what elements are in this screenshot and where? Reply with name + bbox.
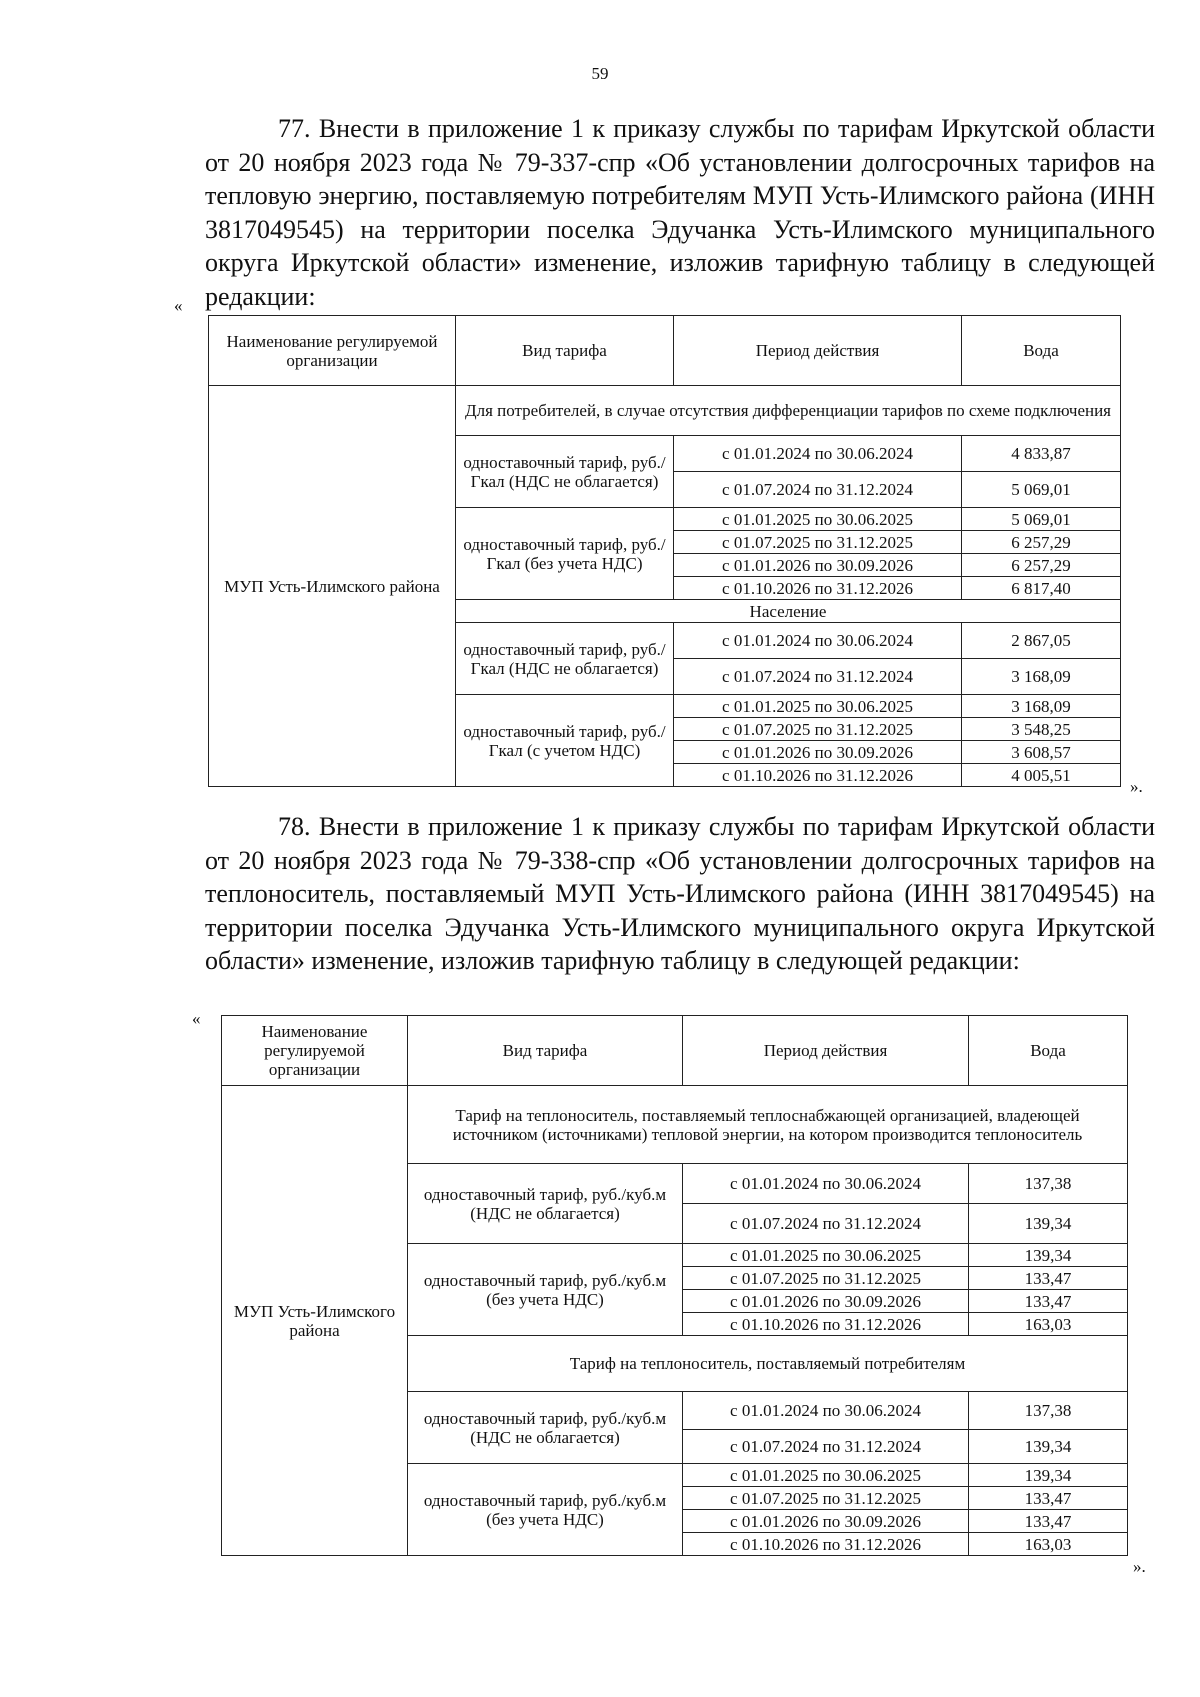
header-tariff-type: Вид тарифа (408, 1016, 683, 1086)
value-cell: 133,47 (969, 1290, 1128, 1313)
value-cell: 133,47 (969, 1267, 1128, 1290)
table-77-open-quote: « (174, 296, 183, 315)
period-cell: с 01.01.2026 по 30.09.2026 (683, 1290, 969, 1313)
value-cell: 163,03 (969, 1533, 1128, 1556)
period-cell: с 01.01.2024 по 30.06.2024 (683, 1392, 969, 1430)
value-cell: 139,34 (969, 1464, 1128, 1487)
value-cell: 3 168,09 (962, 659, 1121, 695)
period-cell: с 01.10.2026 по 31.12.2026 (674, 577, 962, 600)
period-cell: с 01.01.2024 по 30.06.2024 (674, 436, 962, 472)
period-cell: с 01.07.2024 по 31.12.2024 (674, 472, 962, 508)
header-organization: Наименование регулируемой организации (209, 316, 456, 386)
tariff-type-cell: одноставочный тариф, руб./Гкал (НДС не облагается) (456, 436, 674, 508)
value-cell: 3 168,09 (962, 695, 1121, 718)
header-water: Вода (969, 1016, 1128, 1086)
section-77-text: 77. Внести в приложение 1 к приказу службы по тарифам Иркутской области от 20 ноября 2023 года № 79-337-спр «Об установлении долгосрочных тарифов на тепловую энергию, поставляемую потребителям МУП Усть-Илимского района (ИНН 3817049545) на территории поселка Эдучанка Усть-Илимского муниципального округа Иркутской области» изменение, изложив тарифную таблицу в следующей редакции: (205, 114, 1155, 311)
table-78-close-quote: ». (1133, 1557, 1146, 1576)
period-cell: с 01.07.2025 по 31.12.2025 (683, 1267, 969, 1290)
period-cell: с 01.07.2024 по 31.12.2024 (683, 1430, 969, 1464)
tariff-type-cell: одноставочный тариф, руб./Гкал (НДС не облагается) (456, 623, 674, 695)
period-cell: с 01.01.2026 по 30.09.2026 (683, 1510, 969, 1533)
tariff-table-77 (208, 315, 1121, 787)
value-cell: 3 548,25 (962, 718, 1121, 741)
period-cell: с 01.01.2025 по 30.06.2025 (683, 1244, 969, 1267)
tariff-type-cell: одноставочный тариф, руб./куб.м (НДС не облагается) (408, 1392, 683, 1464)
period-cell: с 01.01.2026 по 30.09.2026 (674, 741, 962, 764)
period-cell: с 01.01.2024 по 30.06.2024 (674, 623, 962, 659)
period-cell: с 01.07.2025 по 31.12.2025 (674, 718, 962, 741)
header-water: Вода (962, 316, 1121, 386)
header-organization: Наименование регулируемой организации (222, 1016, 408, 1086)
period-cell: с 01.01.2026 по 30.09.2026 (674, 554, 962, 577)
group-title: Для потребителей, в случае отсутствия дифференциации тарифов по схеме подключения (456, 386, 1121, 436)
value-cell: 4 005,51 (962, 764, 1121, 787)
value-cell: 137,38 (969, 1392, 1128, 1430)
period-cell: с 01.01.2024 по 30.06.2024 (683, 1164, 969, 1204)
period-cell: с 01.01.2025 по 30.06.2025 (674, 695, 962, 718)
value-cell: 163,03 (969, 1313, 1128, 1336)
value-cell: 139,34 (969, 1244, 1128, 1267)
value-cell: 137,38 (969, 1164, 1128, 1204)
tariff-type-cell: одноставочный тариф, руб./куб.м (НДС не облагается) (408, 1164, 683, 1244)
section-78-paragraph (205, 810, 1155, 978)
period-cell: с 01.07.2024 по 31.12.2024 (674, 659, 962, 695)
value-cell: 139,34 (969, 1430, 1128, 1464)
value-cell: 139,34 (969, 1204, 1128, 1244)
section-77-paragraph (205, 112, 1155, 313)
header-period: Период действия (674, 316, 962, 386)
header-tariff-type: Вид тарифа (456, 316, 674, 386)
tariff-type-cell: одноставочный тариф, руб./куб.м (без учета НДС) (408, 1244, 683, 1336)
organization-cell: МУП Усть-Илимского района (222, 1086, 408, 1556)
value-cell: 6 257,29 (962, 531, 1121, 554)
period-cell: с 01.07.2025 по 31.12.2025 (683, 1487, 969, 1510)
group-title: Тариф на теплоноситель, поставляемый теплоснабжающей организацией, владеющей источником (источниками) тепловой энергии, на котором производится теплоноситель (408, 1086, 1128, 1164)
value-cell: 133,47 (969, 1510, 1128, 1533)
value-cell: 133,47 (969, 1487, 1128, 1510)
value-cell: 5 069,01 (962, 472, 1121, 508)
value-cell: 4 833,87 (962, 436, 1121, 472)
value-cell: 6 817,40 (962, 577, 1121, 600)
value-cell: 2 867,05 (962, 623, 1121, 659)
period-cell: с 01.10.2026 по 31.12.2026 (674, 764, 962, 787)
period-cell: с 01.07.2025 по 31.12.2025 (674, 531, 962, 554)
group-title: Тариф на теплоноситель, поставляемый потребителям (408, 1336, 1128, 1392)
table-77-close-quote: ». (1130, 777, 1143, 796)
section-78-text: 78. Внести в приложение 1 к приказу службы по тарифам Иркутской области от 20 ноября 2023 года № 79-338-спр «Об установлении долгосрочных тарифов на теплоноситель, поставляемый МУП Усть-Илимского района (ИНН 3817049545) на территории поселка Эдучанка Усть-Илимского муниципального округа Иркутской области» изменение, изложив тарифную таблицу в следующей редакции: (205, 812, 1155, 975)
period-cell: с 01.01.2025 по 30.06.2025 (674, 508, 962, 531)
period-cell: с 01.10.2026 по 31.12.2026 (683, 1313, 969, 1336)
value-cell: 5 069,01 (962, 508, 1121, 531)
tariff-type-cell: одноставочный тариф, руб./Гкал (с учетом НДС) (456, 695, 674, 787)
page-number: 59 (591, 64, 609, 83)
period-cell: с 01.10.2026 по 31.12.2026 (683, 1533, 969, 1556)
header-period: Период действия (683, 1016, 969, 1086)
period-cell: с 01.01.2025 по 30.06.2025 (683, 1464, 969, 1487)
value-cell: 6 257,29 (962, 554, 1121, 577)
tariff-type-cell: одноставочный тариф, руб./Гкал (без учета НДС) (456, 508, 674, 600)
value-cell: 3 608,57 (962, 741, 1121, 764)
organization-cell: МУП Усть-Илимского района (209, 386, 456, 787)
period-cell: с 01.07.2024 по 31.12.2024 (683, 1204, 969, 1244)
tariff-table-78 (221, 1015, 1128, 1556)
tariff-type-cell: одноставочный тариф, руб./куб.м (без учета НДС) (408, 1464, 683, 1556)
group-title: Население (456, 600, 1121, 623)
table-78-open-quote: « (192, 1009, 201, 1028)
